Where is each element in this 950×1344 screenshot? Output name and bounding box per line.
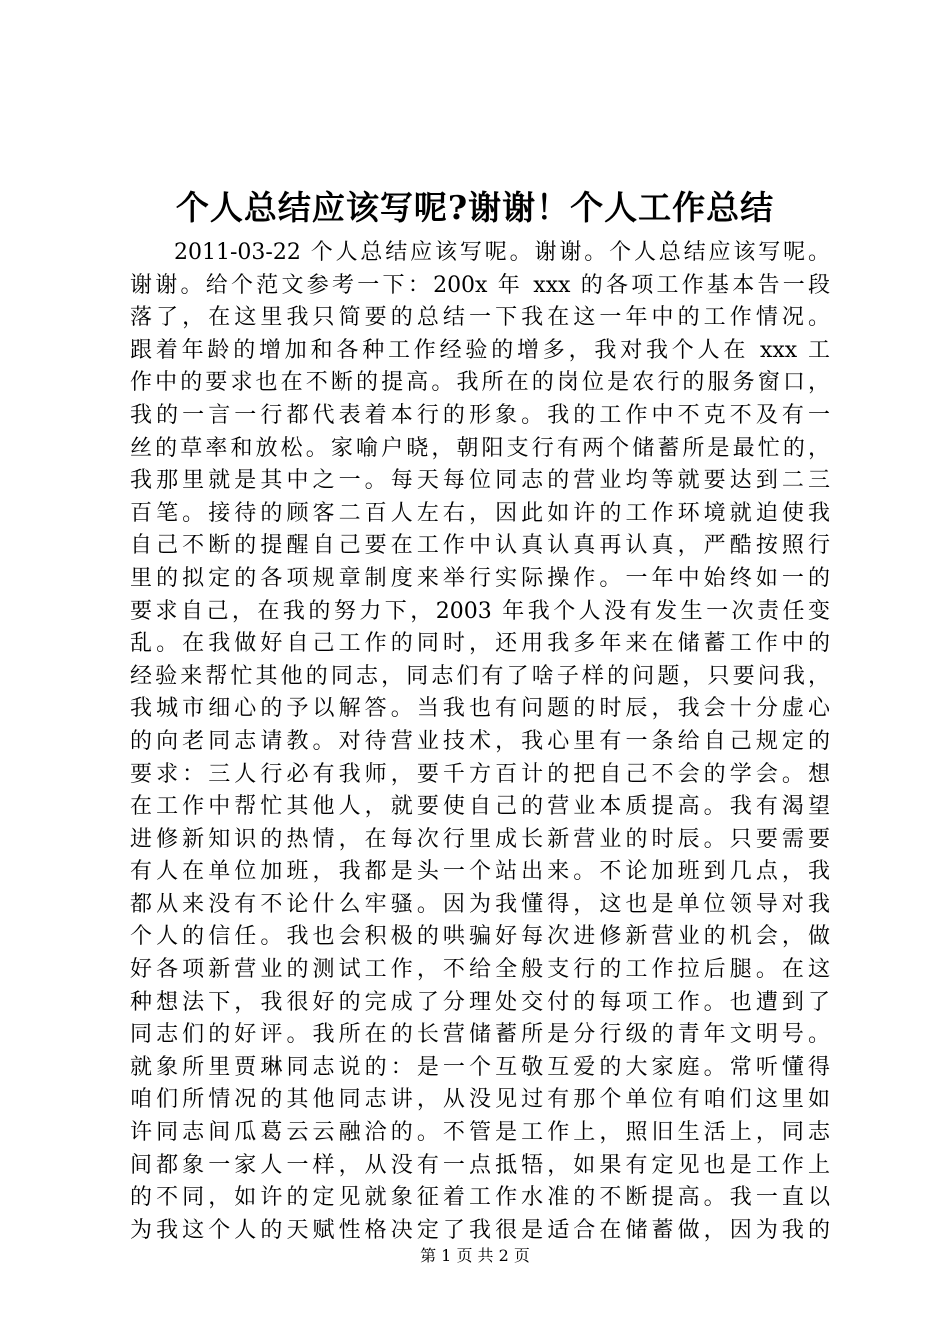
page-footer: 第 1 页 共 2 页 <box>420 1246 530 1265</box>
body-line: 作中的要求也在不断的提高。我所在的岗位是农行的服务窗口， <box>130 370 830 396</box>
body-line: 2011-03-22 个人总结应该写呢。谢谢。个人总结应该写呢。 <box>174 240 830 265</box>
body-line: 里的拟定的各项规章制度来举行实际操作。一年中始终如一的 <box>130 565 830 591</box>
document-title: 个人总结应该写呢?谢谢！个人工作总结 <box>175 188 775 227</box>
body-line: 同志们的好评。我所在的长营储蓄所是分行级的青年文明号。 <box>130 1022 830 1048</box>
body-line: 谢谢。给个范文参考一下：200x 年 xxx 的各项工作基本告一段 <box>130 272 830 298</box>
document-body <box>130 237 830 1247</box>
body-line: 进修新知识的热情，在每次行里成长新营业的时辰。只要需要 <box>130 826 830 852</box>
body-line: 都从来没有不论什么牢骚。因为我懂得，这也是单位领导对我 <box>130 891 830 917</box>
body-line: 咱们所情况的其他同志讲，从没见过有那个单位有咱们这里如 <box>130 1087 830 1113</box>
body-line: 个人的信任。我也会积极的哄骗好每次进修新营业的机会，做 <box>130 924 830 950</box>
body-line: 有人在单位加班，我都是头一个站出来。不论加班到几点，我 <box>130 859 830 885</box>
body-line: 丝的草率和放松。家喻户晓，朝阳支行有两个储蓄所是最忙的， <box>130 435 830 461</box>
body-line: 间都象一家人一样，从没有一点抵牾，如果有定见也是工作上 <box>130 1152 830 1178</box>
body-line: 好各项新营业的测试工作，不给全般支行的工作拉后腿。在这 <box>130 957 830 983</box>
body-line: 要求：三人行必有我师，要千方百计的把自己不会的学会。想 <box>130 761 830 787</box>
body-line: 跟着年龄的增加和各种工作经验的增多，我对我个人在 xxx 工 <box>130 337 830 363</box>
body-line: 为我这个人的天赋性格决定了我很是适合在储蓄做，因为我的 <box>130 1217 830 1243</box>
body-line: 在工作中帮忙其他人，就要使自己的营业本质提高。我有渴望 <box>130 794 830 820</box>
body-line: 就象所里贾琳同志说的：是一个互敬互爱的大家庭。常听懂得 <box>130 1054 830 1080</box>
body-line: 的不同，如许的定见就象征着工作水准的不断提高。我一直以 <box>130 1185 830 1211</box>
body-line: 要求自己，在我的努力下，2003 年我个人没有发生一次责任变 <box>130 598 830 624</box>
body-line: 乱。在我做好自己工作的同时，还用我多年来在储蓄工作中的 <box>130 631 830 657</box>
body-line: 自己不断的提醒自己要在工作中认真认真再认真，严酷按照行 <box>130 533 830 559</box>
body-line: 我的一言一行都代表着本行的形象。我的工作中不克不及有一 <box>130 402 830 428</box>
body-line: 我城市细心的予以解答。当我也有问题的时辰，我会十分虚心 <box>130 696 830 722</box>
body-line: 种想法下，我很好的完成了分理处交付的每项工作。也遭到了 <box>130 989 830 1015</box>
body-line: 的向老同志请教。对待营业技术，我心里有一条给自己规定的 <box>130 728 830 754</box>
body-line: 落了，在这里我只简要的总结一下我在这一年中的工作情况。 <box>130 305 830 331</box>
body-line: 经验来帮忙其他的同志，同志们有了啥子样的问题，只要问我， <box>130 663 830 689</box>
body-line: 许同志间瓜葛云云融洽的。不管是工作上，照旧生活上，同志 <box>130 1120 830 1146</box>
body-line: 百笔。接待的顾客二百人左右，因此如许的工作环境就迫使我 <box>130 500 830 526</box>
body-line: 我那里就是其中之一。每天每位同志的营业均等就要达到二三 <box>130 468 830 494</box>
